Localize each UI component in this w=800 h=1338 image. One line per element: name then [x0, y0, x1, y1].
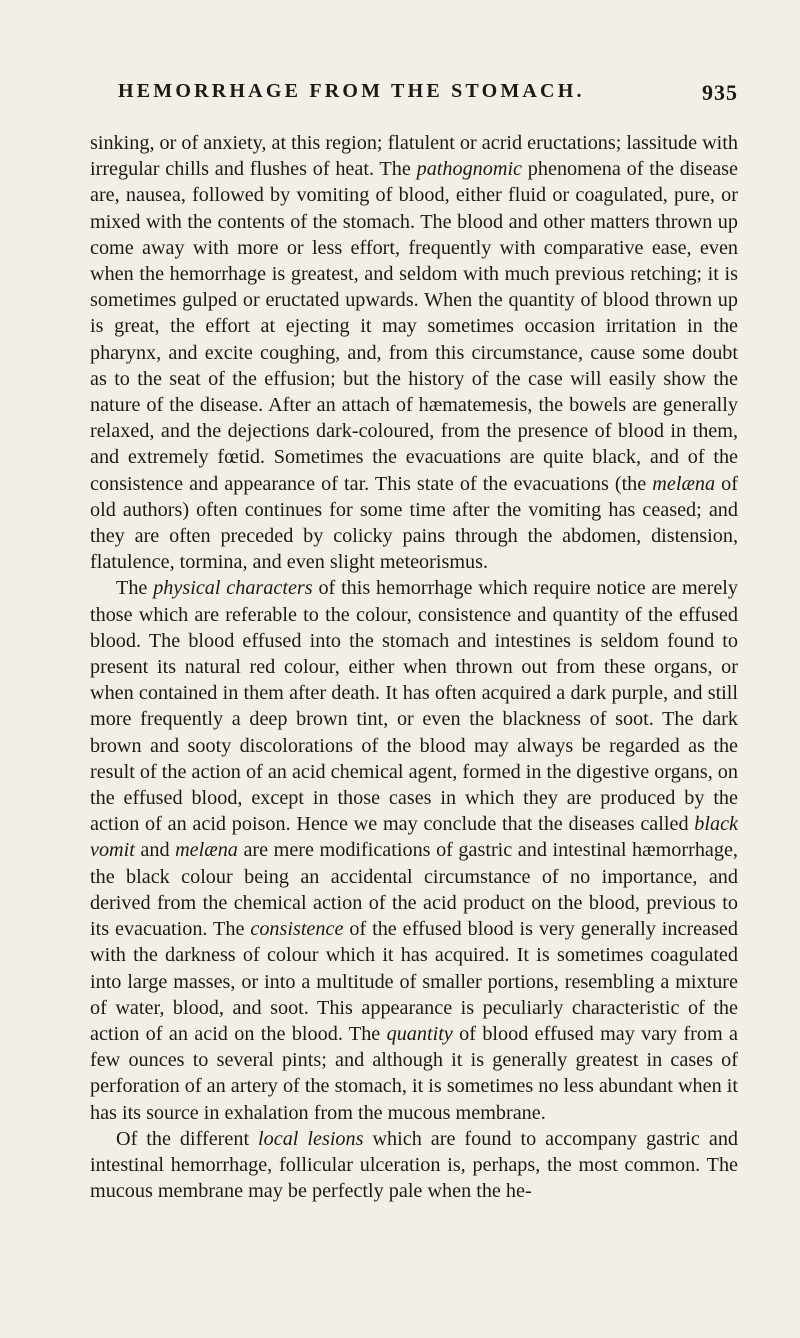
italic-term: pathognomic: [416, 158, 523, 181]
paragraph: [90, 1126, 738, 1205]
italic-term: local lesions: [258, 1127, 364, 1150]
text-run: Of the different: [116, 1127, 259, 1150]
italic-term: quantity: [386, 1022, 453, 1045]
text-run: phenomena of the disease are, nausea, followed by vomiting of blood, either fluid or coagulated, pure, or mixed with the contents of the stomach. The blood and other matters thrown up come away with more or less effort, frequently with comparative ease, even when the hemorrhage is greatest, and seldom with much previous retching; it is sometimes gulped or eructated upwards. When the quantity of blood thrown up is great, the effort at ejecting it may sometimes occasion irritation in the pharynx, and excite coughing, and, from this circumstance, cause some doubt as to the seat of the effusion; but the history of the case will easily show the nature of the disease. After an attach of hæmatemesis, the bowels are generally relaxed, and the dejections dark-coloured, from the presence of blood in them, and extremely fœtid. Sometimes the evacuations are quite black, and of the consistence and appearance of tar. This state of the evacuations (the: [90, 158, 738, 495]
running-title: HEMORRHAGE FROM THE STOMACH.: [118, 80, 585, 102]
italic-term: consistence: [250, 918, 344, 941]
paragraph: [90, 575, 738, 1125]
body-text: [90, 130, 738, 1204]
running-head: [90, 80, 738, 110]
text-run: of this hemorrhage which require notice are merely those which are referable to the colour, consistence and quantity of the effused blood. The blood effused into the stomach and intestines is seldom found to present its natural red colour, either when thrown out from these organs, or when contained in them after death. It has often acquired a dark purple, and still more frequently a deep brown tint, or even the blackness of soot. The dark brown and sooty discolorations of the blood may always be regarded as the result of the action of an acid chemical agent, formed in the digestive organs, on the effused blood, except in those cases in which they are produced by the action of an acid poison. Hence we may conclude that the diseases called: [90, 577, 739, 836]
paragraph: [90, 130, 738, 575]
italic-term: melæna: [175, 839, 238, 862]
text-run: which are found to accompany gastric and intestinal hemorrhage, follicular ulceration is, perhaps, the most common. The mucous membrane may be perfectly pale when the he-: [90, 1127, 739, 1203]
page-number: 935: [702, 80, 738, 105]
italic-term: physical characters: [153, 577, 313, 600]
text-run: of old authors) often continues for some time after the vomiting has ceased; and they are often preceded by colicky pains through the abdomen, distension, flatulence, tormina, and even slight meteorismus.: [90, 472, 738, 574]
text-run: of blood effused may vary from a few ounces to several pints; and although it is generally greatest in cases of perforation of an artery of the stomach, it is sometimes no less abundant when it has its source in exhalation from the mucous membrane.: [90, 1022, 738, 1124]
italic-term: melæna: [652, 472, 716, 495]
text-run: are mere modifications of gastric and intestinal hæmorrhage, the black colour being an accidental circumstance of no importance, and derived from the chemical action of the acid product on the blood, previous to its evacuation. The: [90, 839, 738, 941]
text-run: sinking, or of anxiety, at this region; flatulent or acrid eructations; lassitude with irregular chills and flushes of heat. The: [90, 132, 738, 181]
text-run: and: [134, 839, 176, 862]
italic-term: black vomit: [90, 813, 738, 862]
text-run: of the effused blood is very generally increased with the darkness of colour which it has acquired. It is sometimes coagulated into large masses, or into a multitude of smaller portions, resembling a mixture of water, blood, and soot. This appearance is peculiarly characteristic of the action of an acid on the blood. The: [90, 918, 738, 1045]
text-run: The: [116, 577, 154, 600]
